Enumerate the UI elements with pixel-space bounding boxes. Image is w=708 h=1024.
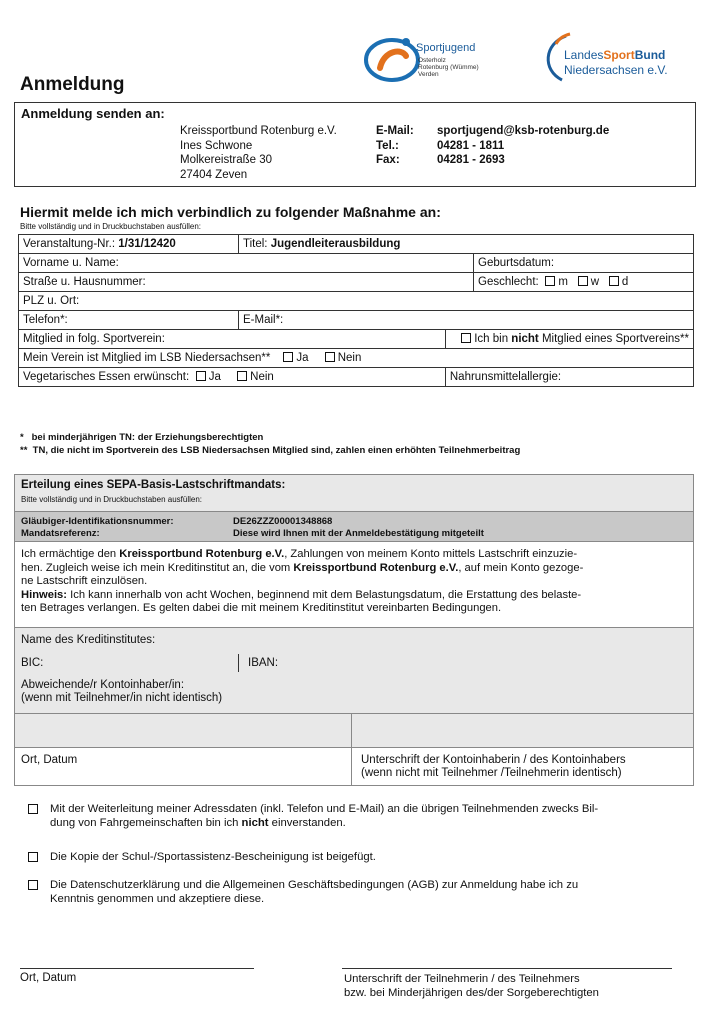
phone-field[interactable]	[19, 311, 239, 330]
email-field[interactable]	[239, 311, 694, 330]
registration-heading: Hiermit melde ich mich verbindlich zu folgender Maßnahme an:	[20, 204, 441, 220]
hint-text: Ich kann innerhalb von acht Wochen, beginnend mit dem Belastungsdatum, die Erstattung des belaste-	[67, 588, 582, 601]
title-cell	[239, 235, 694, 254]
footnote-2: ** TN, die nicht im Sportverein des LSB Niedersachsen Mitglied sind, zahlen einen erhöhten Teilnehmerbeitrag	[20, 445, 521, 456]
veg-cell	[19, 368, 446, 387]
logo-sub-2: Rotenburg (Wümme)	[418, 64, 479, 71]
fax-label: Fax:	[376, 154, 400, 166]
contact-fax: 04281 - 2693	[437, 154, 505, 166]
consent-2-text: Die Kopie der Schul-/Sportassistenz-Bescheinigung ist beigefügt.	[50, 851, 376, 863]
sepa-hint: Bitte vollständig und in Druckbuchstaben ausfüllen:	[21, 495, 202, 504]
event-number: 1/31/12420	[118, 238, 176, 250]
mandate-line-2b: Kreissportbund Rotenburg e.V.	[293, 561, 459, 574]
address-line-3: Molkereistraße 30	[180, 154, 273, 166]
logo-sub-1: Osterholz	[418, 57, 446, 64]
consent-1	[28, 802, 694, 830]
gender-w-checkbox[interactable]	[578, 276, 588, 286]
name-field[interactable]	[19, 254, 474, 273]
footer-sig-label-2: bzw. bei Minderjährigen des/der Sorgeberechtigten	[344, 987, 599, 999]
not-member-text-b: nicht	[511, 333, 539, 345]
footer-sig-label-1: Unterschrift der Teilnehmerin / des Teilnehmers	[344, 973, 580, 985]
consent-2-checkbox[interactable]	[28, 852, 38, 862]
email-field-label: E-Mail*:	[243, 314, 284, 326]
consent-3-checkbox[interactable]	[28, 880, 38, 890]
sepa-heading: Erteilung eines SEPA-Basis-Lastschriftmandats:	[21, 479, 286, 491]
plz-field[interactable]	[19, 292, 694, 311]
veg-label: Vegetarisches Essen erwünscht:	[23, 371, 190, 383]
gender-m-label: m	[558, 276, 568, 288]
mandate-line-1c: , Zahlungen von meinem Konto mittels Lastschrift einzuzie-	[284, 548, 578, 560]
birthdate-field[interactable]	[474, 254, 694, 273]
iban-label[interactable]: IBAN:	[248, 657, 279, 669]
mandate-line-1b: Kreissportbund Rotenburg e.V.	[119, 548, 285, 560]
sportjugend-logo	[362, 26, 502, 98]
gender-d-checkbox[interactable]	[609, 276, 619, 286]
mandate-line-4	[21, 589, 687, 603]
lsb-sport: Sport	[603, 48, 635, 62]
allergy-field[interactable]	[445, 368, 693, 387]
footer-sig-line[interactable]	[342, 968, 672, 969]
sepa-place-date[interactable]: Ort, Datum	[21, 754, 78, 766]
footer-place-line[interactable]	[20, 968, 254, 969]
holder-label[interactable]: Abweichende/r Kontoinhaber/in:	[21, 679, 185, 691]
not-member-text-c: Mitglied eines Sportvereins**	[538, 333, 689, 345]
mandate-line-1	[21, 548, 687, 562]
consent-1-text-d: einverstanden.	[268, 817, 346, 829]
sportjugend-emblem-icon	[362, 30, 422, 90]
sepa-sig-label-2: (wenn nicht mit Teilnehmer /Teilnehmerin identisch)	[361, 767, 622, 779]
plz-label: PLZ u. Ort:	[23, 295, 80, 307]
veg-ja-checkbox[interactable]	[196, 371, 206, 381]
consent-3-line-2: Kenntnis genommen und akzeptiere diese.	[50, 893, 265, 905]
registration-hint: Bitte vollständig und in Druckbuchstaben ausfüllen:	[20, 222, 201, 231]
street-label: Straße u. Hausnummer:	[23, 276, 146, 288]
holder-note: (wenn mit Teilnehmer/in nicht identisch)	[21, 692, 223, 704]
lsb-member-cell	[19, 349, 694, 368]
sepa-signature-blank	[14, 714, 694, 748]
club-field[interactable]	[19, 330, 446, 349]
tel-label: Tel.:	[376, 139, 399, 152]
consent-1-line-2	[50, 816, 694, 830]
mandate-label: Mandatsreferenz:	[21, 528, 100, 539]
address-line-2: Ines Schwone	[180, 139, 253, 152]
creditor-label: Gläubiger-Identifikationsnummer:	[21, 516, 174, 527]
gender-cell	[474, 273, 694, 292]
bic-label[interactable]: BIC:	[21, 657, 44, 669]
title-label: Titel:	[243, 238, 268, 250]
registration-table	[18, 234, 694, 387]
veg-nein-label: Nein	[250, 371, 274, 383]
mandate-line-2a: hen. Zugleich weise ich mein Kreditinstitut an, die vom	[21, 561, 294, 574]
sig-divider-2	[351, 748, 352, 785]
mandate-line-5: ten Betrages verlangen. Es gelten dabei die mit meinem Kreditinstitut vereinbarten Bedingungen.	[21, 602, 502, 614]
lsb-region: Niedersachsen e.V.	[564, 63, 668, 77]
consent-1-text-b: dung von Fahrgemeinschaften bin ich	[50, 817, 242, 829]
page-title: Anmeldung	[20, 74, 125, 95]
sepa-creditor	[14, 512, 694, 542]
contact-tel: 04281 - 1811	[437, 139, 505, 152]
phone-label: Telefon*:	[23, 314, 68, 326]
send-heading: Anmeldung senden an:	[21, 106, 165, 121]
sepa-signature-row	[14, 748, 694, 786]
gender-m-checkbox[interactable]	[545, 276, 555, 286]
email-label: E-Mail:	[376, 125, 414, 137]
sig-divider	[351, 714, 352, 747]
bic-iban-divider	[238, 654, 239, 672]
consent-1-text-c: nicht	[241, 817, 269, 829]
lsb-nein-checkbox[interactable]	[325, 352, 335, 362]
club-label: Mitglied in folg. Sportverein:	[23, 333, 165, 345]
mandate-text: Diese wird Ihnen mit der Anmeldebestätigung mitgeteilt	[233, 528, 484, 539]
lsb-ja-label: Ja	[296, 352, 309, 364]
event-title: Jugendleiterausbildung	[270, 238, 401, 250]
mandate-line-2	[21, 562, 687, 576]
birthdate-label: Geburtsdatum:	[478, 257, 555, 269]
logo-sub-3: Verden	[418, 71, 439, 78]
event-label: Veranstaltung-Nr.:	[23, 238, 116, 250]
hint-label: Hinweis:	[21, 588, 68, 601]
consent-3-line-1: Die Datenschutzerklärung und die Allgemeinen Geschäftsbedingungen (AGB) zur Anmeldung habe ich zu	[50, 879, 579, 891]
lsb-nein-label: Nein	[337, 352, 362, 364]
mandate-line-3: ne Lastschrift einzulösen.	[21, 575, 148, 587]
sportjugend-name: Sportjugend	[416, 42, 476, 54]
gender-d-label: d	[621, 276, 629, 288]
veg-ja-label: Ja	[208, 371, 221, 383]
sepa-header	[14, 474, 694, 512]
name-label: Vorname u. Name:	[23, 257, 119, 269]
sepa-sig-label-1[interactable]: Unterschrift der Kontoinhaberin / des Kontoinhabers	[361, 754, 626, 766]
gender-label: Geschlecht:	[478, 276, 539, 288]
consent-3	[28, 878, 694, 906]
address-line-1: Kreissportbund Rotenburg e.V.	[180, 125, 337, 137]
send-to-box	[14, 102, 696, 187]
veg-nein-checkbox[interactable]	[237, 371, 247, 381]
lsb-bund: Bund	[634, 48, 666, 62]
mandate-line-2c: , auf mein Konto gezoge-	[458, 561, 584, 574]
consent-2	[28, 850, 694, 864]
consent-1-checkbox[interactable]	[28, 804, 38, 814]
address-line-4: 27404 Zeven	[180, 168, 248, 181]
mandate-line-1a: Ich ermächtige den	[21, 548, 120, 560]
not-member-text-a: Ich bin	[474, 333, 512, 345]
gender-w-label: w	[590, 276, 600, 288]
lsb-landes: Landes	[564, 48, 604, 62]
creditor-id: DE26ZZZ00001348868	[233, 516, 333, 527]
bank-name-label[interactable]: Name des Kreditinstitutes:	[21, 634, 156, 646]
sepa-mandate-text	[14, 542, 694, 628]
consent-1-line-1: Mit der Weiterleitung meiner Adressdaten (inkl. Telefon und E-Mail) an die übrigen Teilnehmenden zwecks Bil-	[50, 803, 599, 815]
footer-place-date: Ort, Datum	[20, 972, 77, 984]
sepa-bank-section	[14, 628, 694, 714]
street-field[interactable]	[19, 273, 474, 292]
allergy-label: Nahrunsmittelallergie:	[449, 371, 562, 383]
lsb-ja-checkbox[interactable]	[283, 352, 293, 362]
not-member-checkbox[interactable]	[461, 333, 471, 343]
footnote-1: * bei minderjährigen TN: der Erziehungsberechtigten	[20, 432, 264, 443]
lsb-label: Mein Verein ist Mitglied im LSB Niedersachsen**	[23, 352, 271, 364]
not-member-cell	[445, 330, 693, 349]
lsb-logo	[536, 30, 696, 90]
event-cell	[19, 235, 239, 254]
contact-email[interactable]: sportjugend@ksb-rotenburg.de	[437, 125, 610, 137]
